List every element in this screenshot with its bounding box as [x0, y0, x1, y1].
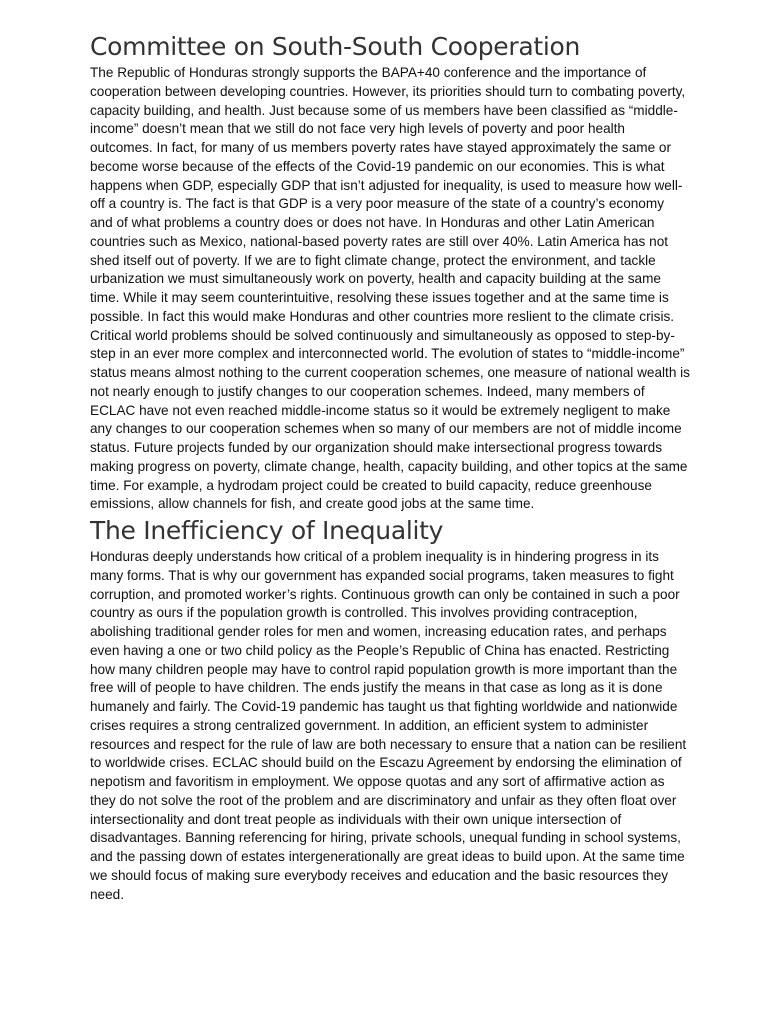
section-heading-inefficiency-of-inequality: The Inefficiency of Inequality — [90, 516, 444, 545]
document-page — [90, 30, 690, 904]
section-heading-south-south-cooperation: Committee on South-South Cooperation — [90, 32, 581, 61]
section-body-inefficiency-of-inequality: Honduras deeply understands how critical of a problem inequality is in hindering progress in its many forms. That is why our government has expanded social programs, taken measures to fight corruption, and promoted worker’s rights. Continuous growth can only be contained in such a poor country as ours if the population growth is controlled. This involves providing contraception, abolishing traditional gender roles for men and women, increasing education rates, and perhaps even having a one or two child policy as the People’s Republic of China has enacted. Restricting how many children people may have to control rapid population growth is more important than the free will of people to have children. The ends justify the means in that case as long as it is done humanely and fairly. The Covid-19 pandemic has taught us that fighting worldwide and nationwide crises requires a strong centralized government. In addition, an efficient system to administer resources and respect for the rule of law are both necessary to ensure that a nation can be resilient to worldwide crises. ECLAC should build on the Escazu Agreement by endorsing the elimination of nepotism and favoritism in employment. We oppose quotas and any sort of affirmative action as they do not solve the root of the problem and are discriminatory and unfair as they often float over intersectionality and dont treat people as individuals with their own unique intersection of disadvantages. Banning referencing for hiring, private schools, unequal funding in school systems, and the passing down of estates intergenerationally are great ideas to build upon. At the same time we should focus of making sure everybody receives and education and the basic resources they need. — [90, 549, 687, 902]
section-body-south-south-cooperation: The Republic of Honduras strongly supports the BAPA+40 conference and the importance of cooperation between developing countries. However, its priorities should turn to combating poverty, capacity building, and health. Just because some of us members have been classified as “middle-income” doesn’t mean that we still do not face very high levels of poverty and poor health outcomes. In fact, for many of us members poverty rates have stayed approximately the same or become worse because of the effects of the Covid-19 pandemic on our economies. This is what happens when GDP, especially GDP that isn’t adjusted for inequality, is used to measure how well-off a country is. The fact is that GDP is a very poor measure of the state of a country’s economy and of what problems a country does or does not have. In Honduras and other Latin American countries such as Mexico, national-based poverty rates are still over 40%. Latin America has not shed itself out of poverty. If we are to fight climate change, protect the environment, and tackle urbanization we must simultaneously work on poverty, health and capacity building at the same time. While it may seem counterintuitive, resolving these issues together and at the same time is possible. In fact this would make Honduras and other countries more reslient to the climate crisis. Critical world problems should be solved continuously and simultaneously as opposed to step-by-step in an ever more complex and interconnected world. The evolution of states to “middle-income” status means almost nothing to the current cooperation schemes, one measure of national wealth is not nearly enough to justify changes to our cooperation schemes. Indeed, many members of ECLAC have not even reached middle-income status so it would be extremely negligent to make any changes to our cooperation schemes when so many of our members are not of middle income status. Future projects funded by our organization should make intersectional progress towards making progress on poverty, climate change, health, capacity building, and other topics at the same time. For example, a hydrodam project could be created to build capacity, reduce greenhouse emissions, allow channels for fish, and create good jobs at the same time. — [90, 65, 690, 512]
